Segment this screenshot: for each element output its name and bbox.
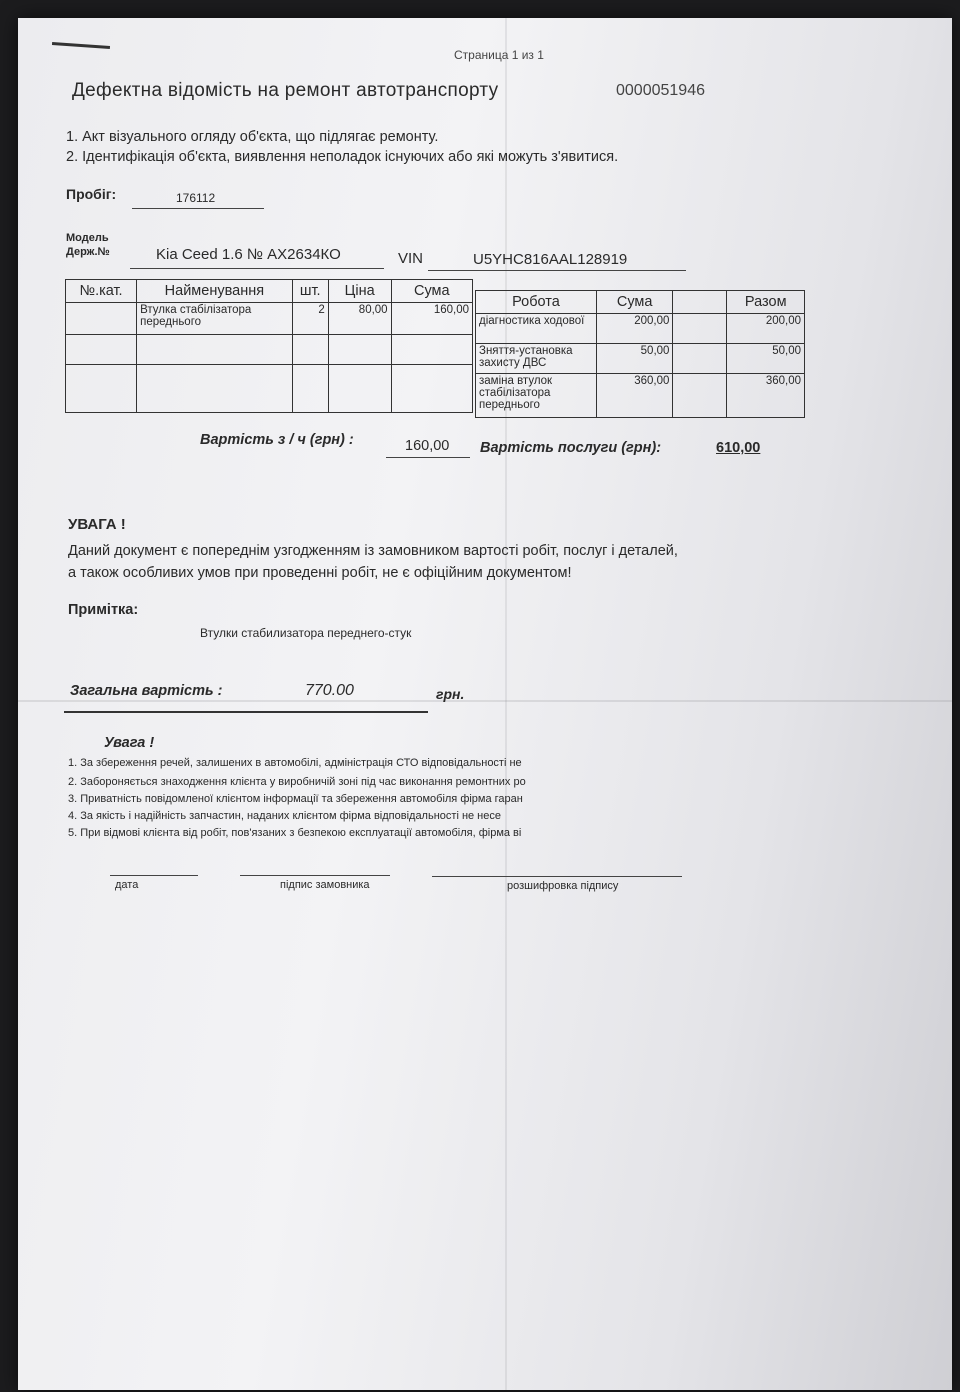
table-row bbox=[66, 365, 473, 413]
column-header: Робота bbox=[476, 291, 597, 314]
cell-work-sum: 360,00 bbox=[596, 374, 673, 418]
parts-cost-value: 160,00 bbox=[405, 438, 450, 454]
column-header: Ціна bbox=[328, 280, 391, 303]
cell-work-total: 50,00 bbox=[727, 344, 805, 374]
attention-item: 2. Забороняється знаходження клієнта у виробничій зоні під час виконання ремонтних ро bbox=[68, 776, 526, 788]
cell-work-name: Зняття-установка захисту ДВС bbox=[476, 344, 597, 374]
mileage-label: Пробіг: bbox=[66, 186, 117, 202]
signature-decode-line bbox=[432, 876, 682, 877]
model-value: Kia Ceed 1.6 № АХ2634КО bbox=[156, 246, 341, 263]
warning-text: а також особливих умов при проведенні робіт, не є офіційним документом! bbox=[68, 565, 572, 581]
table-row bbox=[476, 314, 805, 344]
service-cost-value: 610,00 bbox=[716, 440, 761, 456]
total-label: Загальна вартість : bbox=[70, 683, 223, 699]
column-header: №.кат. bbox=[66, 280, 137, 303]
attention-title: Увага ! bbox=[104, 735, 155, 751]
fold-crease bbox=[505, 18, 507, 1390]
model-label: Модель bbox=[66, 232, 109, 244]
total-value: 770.00 bbox=[305, 682, 354, 699]
page-label: Страница 1 из 1 bbox=[454, 48, 544, 62]
note-label: Примітка: bbox=[68, 602, 139, 618]
parts-table-header bbox=[66, 280, 473, 303]
intro-line: 2. Ідентифікація об'єкта, виявлення неполадок існуючих або які можуть з'явитися. bbox=[66, 149, 619, 165]
date-label: дата bbox=[115, 879, 139, 891]
column-header: шт. bbox=[292, 280, 328, 303]
work-table-header bbox=[476, 291, 805, 314]
cell-qty: 2 bbox=[292, 303, 328, 335]
table-row bbox=[476, 374, 805, 418]
table-row bbox=[476, 344, 805, 374]
cell-work-sum: 50,00 bbox=[596, 344, 673, 374]
vin-underline bbox=[428, 270, 686, 271]
mileage-value: 176112 bbox=[176, 191, 216, 205]
cell-work-name: заміна втулок стабілізатора переднього bbox=[476, 374, 597, 418]
cell-work-name: діагностика ходової bbox=[476, 314, 597, 344]
plate-label: Держ.№ bbox=[66, 246, 110, 258]
column-header: Сума bbox=[391, 280, 472, 303]
paper-sheet bbox=[18, 18, 952, 1390]
parts-cost-underline bbox=[386, 457, 470, 458]
fold-crease bbox=[18, 700, 952, 702]
vin-label: VIN bbox=[398, 250, 424, 267]
cell-sum: 160,00 bbox=[391, 303, 472, 335]
attention-item: 4. За якість і надійність запчастин, наданих клієнтом фірма відповідальності не несе bbox=[68, 810, 501, 822]
date-line bbox=[110, 875, 198, 876]
warning-text: Даний документ є попереднім узгодженням із замовником вартості робіт, послуг і деталей, bbox=[68, 543, 678, 559]
service-cost-label: Вартість послуги (грн): bbox=[480, 440, 662, 456]
cell-cat bbox=[66, 303, 137, 335]
attention-item: 5. При відмові клієнта від робіт, пов'язаних з безпекою експлуатації автомобіля, фірма ві bbox=[68, 827, 522, 839]
total-underline bbox=[64, 711, 428, 713]
intro-line: 1. Акт візуального огляду об'єкта, що підлягає ремонту. bbox=[66, 129, 439, 145]
cell-name: Втулка стабілізатора переднього bbox=[137, 303, 293, 335]
parts-table bbox=[65, 279, 473, 413]
mileage-underline bbox=[132, 208, 264, 209]
note-text: Втулки стабилизатора переднего-стук bbox=[200, 626, 412, 640]
column-header bbox=[673, 291, 727, 314]
signature-line bbox=[240, 875, 390, 876]
cell-work-sum: 200,00 bbox=[596, 314, 673, 344]
attention-item: 3. Приватність повідомленої клієнтом інформації та збереження автомобіля фірма гаран bbox=[68, 793, 523, 805]
parts-cost-label: Вартість з / ч (грн) : bbox=[200, 432, 354, 448]
signature-decode-label: розшифровка підпису bbox=[507, 880, 619, 892]
attention-item: 1. За збереження речей, залишених в автомобілі, адміністрація СТО відповідальності не bbox=[68, 757, 522, 769]
column-header: Найменування bbox=[137, 280, 293, 303]
cell-work-total: 200,00 bbox=[727, 314, 805, 344]
signature-label: підпис замовника bbox=[280, 879, 370, 891]
cell-price: 80,00 bbox=[328, 303, 391, 335]
document-number: 0000051946 bbox=[616, 82, 705, 99]
column-header: Сума bbox=[596, 291, 673, 314]
cell-work-total: 360,00 bbox=[727, 374, 805, 418]
work-table bbox=[475, 290, 805, 418]
table-row bbox=[66, 335, 473, 365]
total-currency: грн. bbox=[436, 686, 465, 702]
column-header: Разом bbox=[727, 291, 805, 314]
warning-title: УВАГА ! bbox=[68, 516, 126, 533]
table-row bbox=[66, 303, 473, 335]
vin-value: U5YHC816AAL128919 bbox=[473, 251, 628, 268]
document-title: Дефектна відомість на ремонт автотранспорту bbox=[72, 80, 499, 101]
model-underline bbox=[130, 268, 384, 269]
